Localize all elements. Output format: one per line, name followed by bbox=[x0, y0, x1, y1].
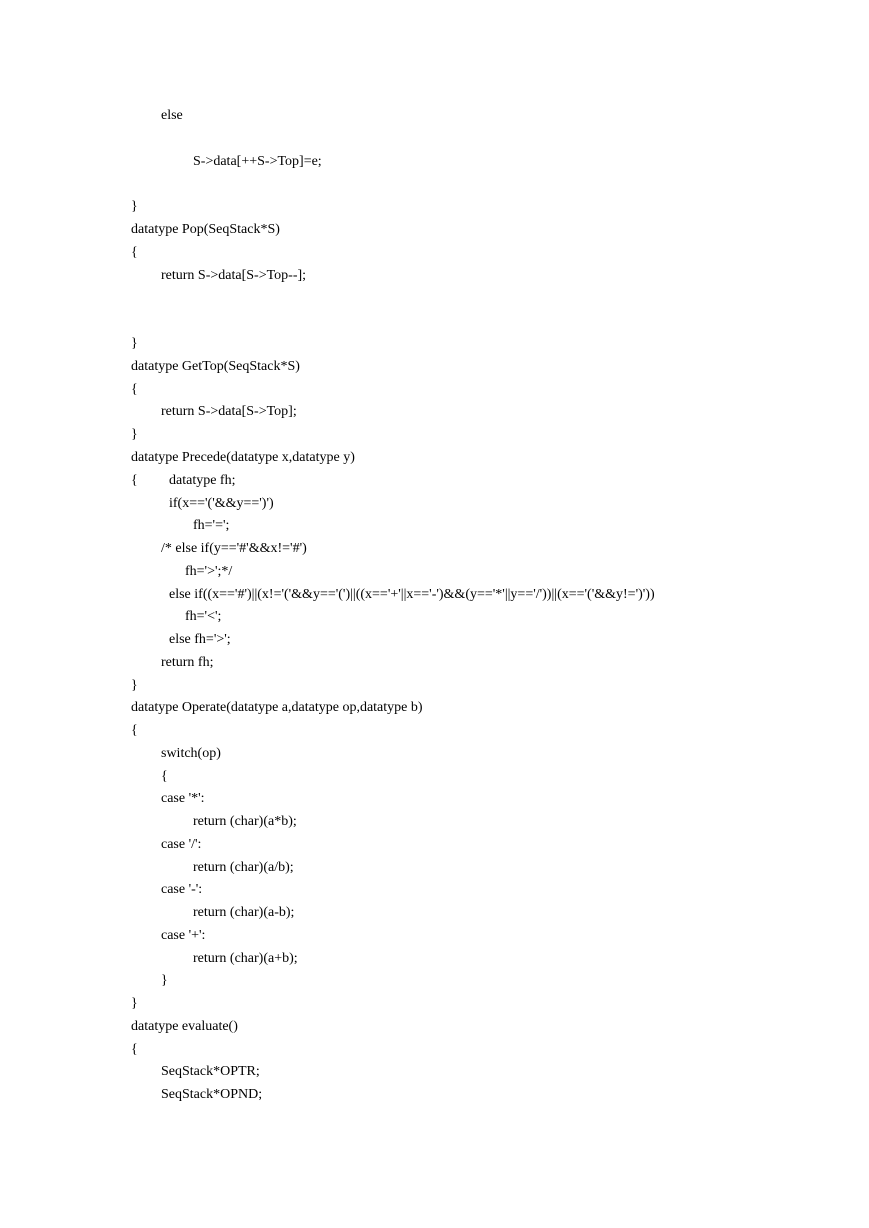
code-line: } bbox=[131, 678, 138, 693]
code-line: SeqStack*OPND; bbox=[161, 1087, 263, 1102]
code-line: return S->data[S->Top--]; bbox=[161, 268, 307, 283]
code-line: { bbox=[131, 723, 138, 738]
code-line: return (char)(a*b); bbox=[193, 814, 297, 829]
code-line: datatype Precede(datatype x,datatype y) bbox=[131, 450, 355, 465]
code-line: datatype fh; bbox=[169, 473, 236, 488]
code-line: { bbox=[161, 769, 168, 784]
code-line: if(x=='('&&y==')') bbox=[169, 496, 274, 511]
code-line: case '-': bbox=[161, 882, 203, 897]
code-line: { bbox=[131, 382, 138, 397]
code-line: } bbox=[161, 973, 168, 988]
code-line: case '+': bbox=[161, 928, 206, 943]
code-line: /* else if(y=='#'&&x!='#') bbox=[161, 541, 307, 556]
code-line: else bbox=[161, 108, 183, 123]
code-line: } bbox=[131, 427, 138, 442]
code-line: else if((x=='#')||(x!='('&&y=='(')||((x=='+'||x=='-')&&(y=='*'||y=='/'))||(x=='('&&y!=')')) bbox=[169, 587, 655, 602]
code-line: datatype Pop(SeqStack*S) bbox=[131, 222, 280, 237]
code-line: } bbox=[131, 996, 138, 1011]
code-line: return (char)(a+b); bbox=[193, 951, 298, 966]
code-line: { bbox=[131, 245, 138, 260]
code-line: } bbox=[131, 199, 138, 214]
code-line: datatype Operate(datatype a,datatype op,datatype b) bbox=[131, 700, 423, 715]
code-line: return fh; bbox=[161, 655, 214, 670]
code-line: datatype GetTop(SeqStack*S) bbox=[131, 359, 300, 374]
code-line: { bbox=[131, 1042, 138, 1057]
code-line: switch(op) bbox=[161, 746, 221, 761]
code-line: return S->data[S->Top]; bbox=[161, 404, 297, 419]
code-line: case '*': bbox=[161, 791, 205, 806]
code-line: fh='>';*/ bbox=[185, 564, 233, 579]
code-line: datatype evaluate() bbox=[131, 1019, 238, 1034]
code-line: fh='='; bbox=[193, 518, 230, 533]
code-line: S->data[++S->Top]=e; bbox=[193, 154, 322, 169]
code-line: { bbox=[131, 473, 138, 488]
code-line: SeqStack*OPTR; bbox=[161, 1064, 260, 1079]
code-line: return (char)(a/b); bbox=[193, 860, 294, 875]
code-line: fh='<'; bbox=[185, 609, 222, 624]
code-line: } bbox=[131, 336, 138, 351]
code-line: case '/': bbox=[161, 837, 202, 852]
code-line: return (char)(a-b); bbox=[193, 905, 295, 920]
code-line: else fh='>'; bbox=[169, 632, 231, 647]
